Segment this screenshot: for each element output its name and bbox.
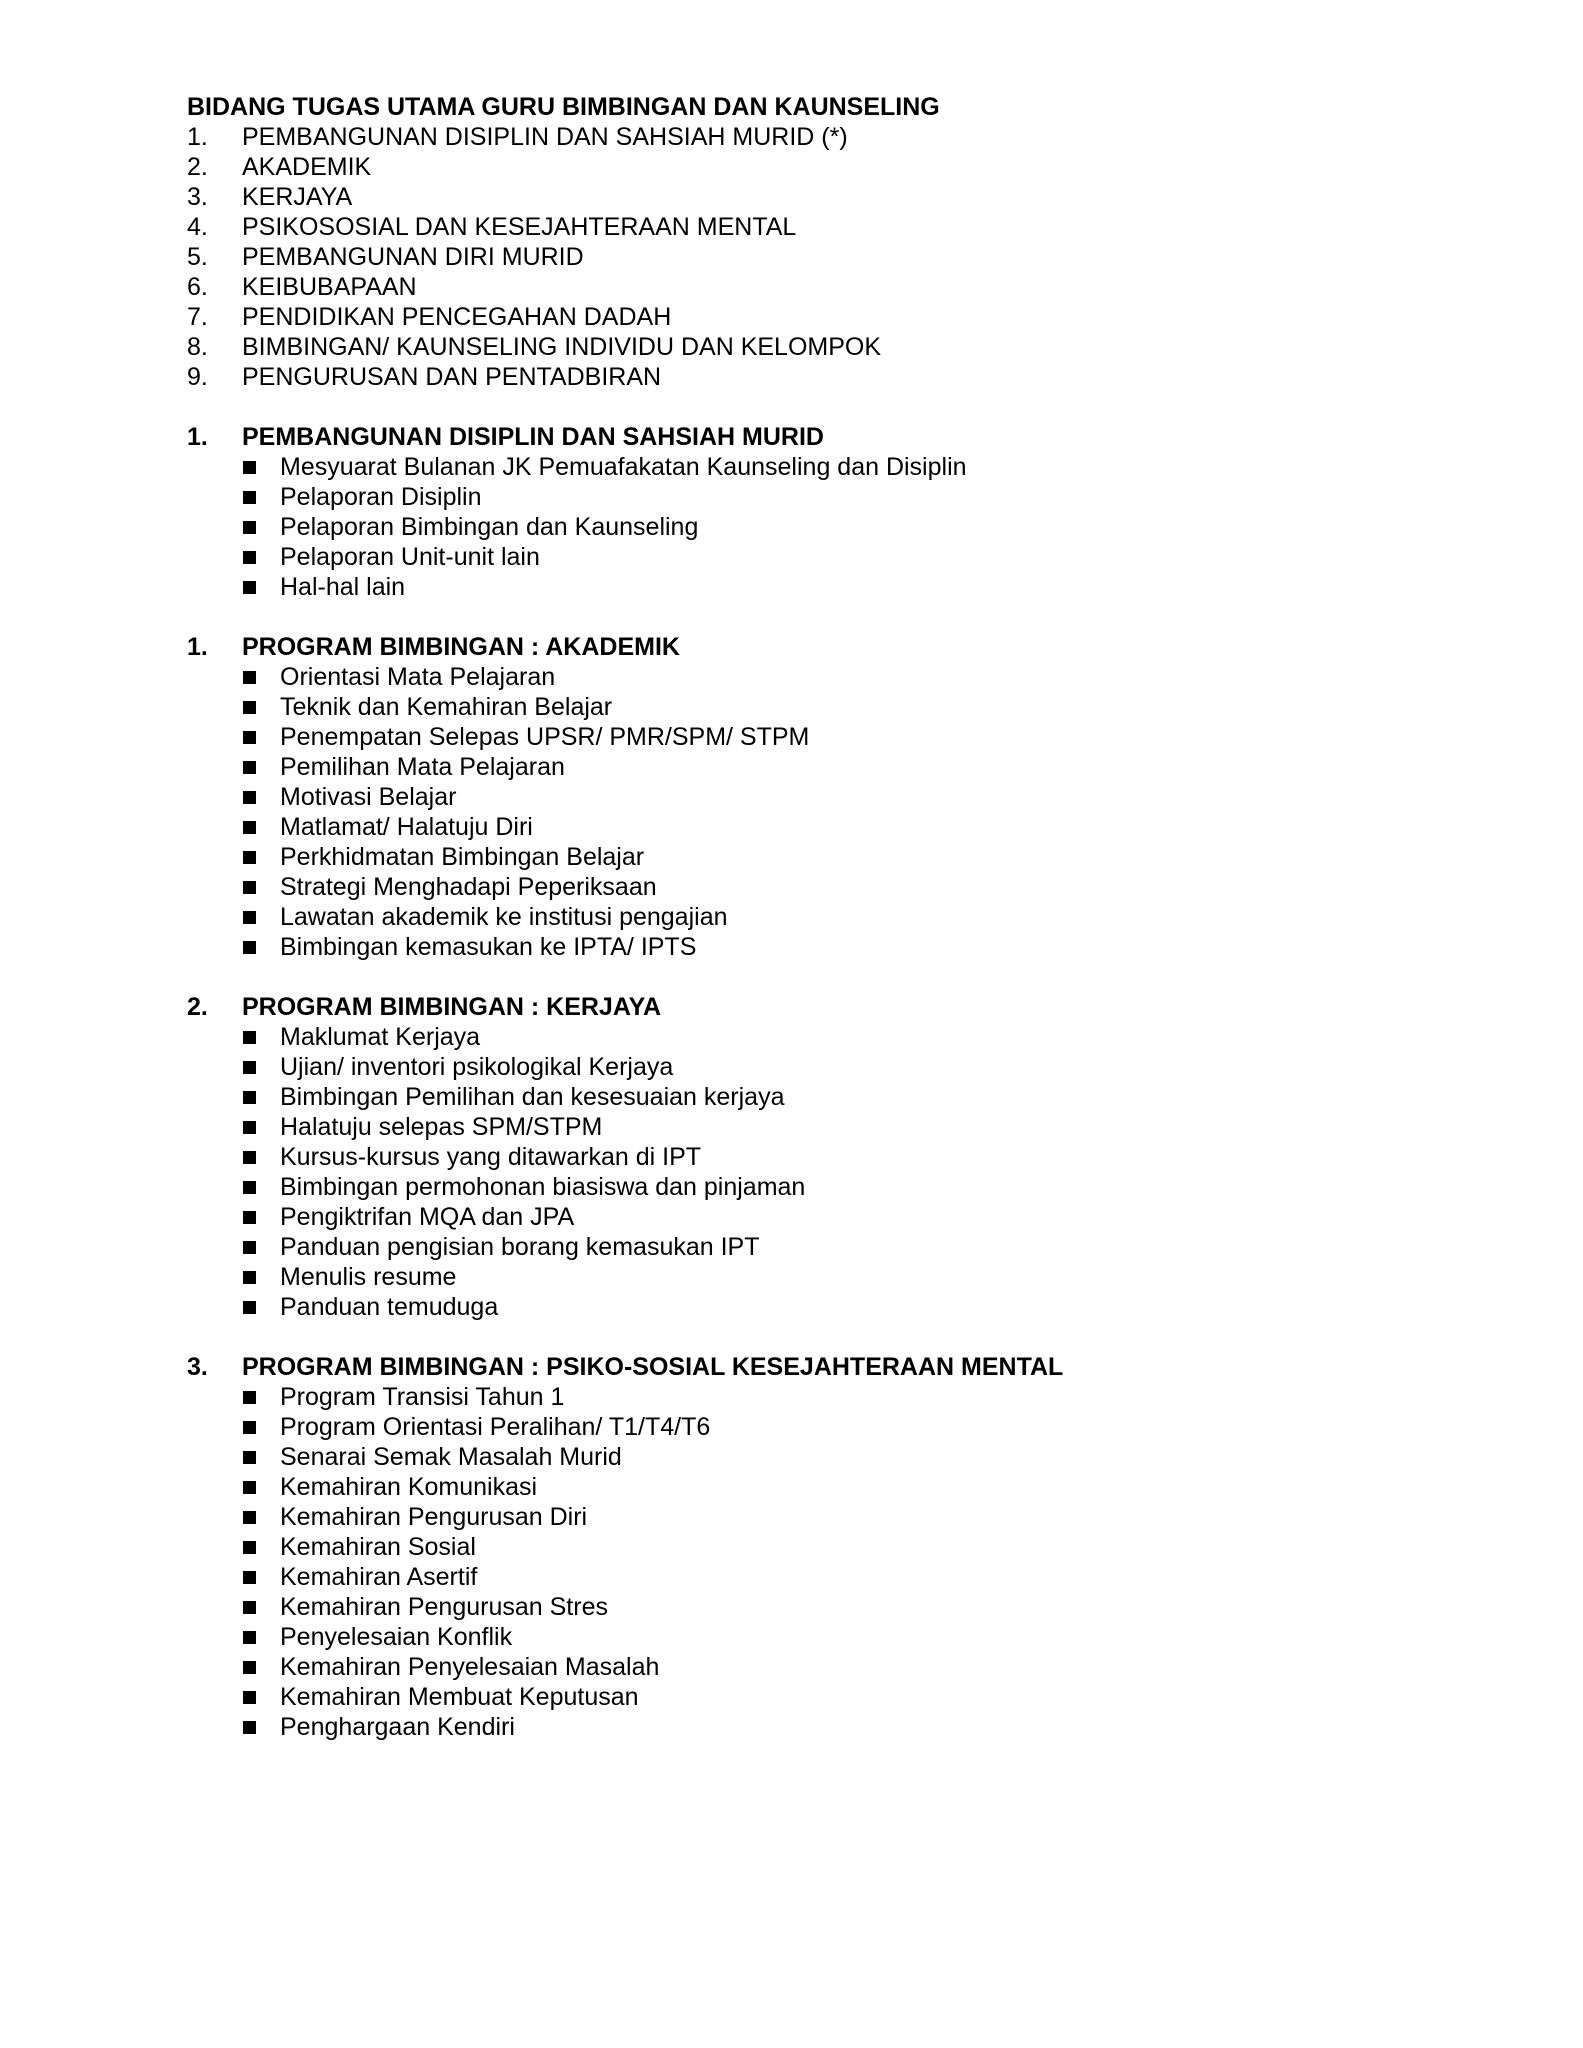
duty-item (187, 272, 1487, 302)
list-item-text: Kemahiran Asertif (280, 1563, 478, 1591)
list-item-text: Kursus-kursus yang ditawarkan di IPT (280, 1143, 702, 1171)
duty-item (187, 212, 1487, 242)
section-spacer (187, 962, 1487, 992)
duty-number: 7. (187, 303, 208, 331)
square-bullet-icon (243, 791, 256, 804)
section-heading-text: PROGRAM BIMBINGAN : AKADEMIK (242, 633, 680, 661)
list-item (243, 1292, 1487, 1322)
section-heading (187, 422, 1487, 452)
list-item-text: Pelaporan Unit-unit lain (280, 543, 540, 571)
duty-text: PENGURUSAN DAN PENTADBIRAN (242, 363, 662, 391)
duty-text: AKADEMIK (242, 153, 372, 181)
duty-item (187, 302, 1487, 332)
duty-item (187, 242, 1487, 272)
list-item-text: Strategi Menghadapi Peperiksaan (280, 873, 657, 901)
square-bullet-icon (243, 1271, 256, 1284)
duty-text: PEMBANGUNAN DIRI MURID (242, 243, 584, 271)
list-item (243, 932, 1487, 962)
square-bullet-icon (243, 1151, 256, 1164)
list-item-text: Halatuju selepas SPM/STPM (280, 1113, 603, 1141)
square-bullet-icon (243, 1631, 256, 1644)
program-section (187, 1352, 1487, 1742)
section-heading (187, 992, 1487, 1022)
square-bullet-icon (243, 761, 256, 774)
duty-number: 2. (187, 153, 208, 181)
bullet-list (187, 452, 1487, 602)
list-item-text: Pengiktrifan MQA dan JPA (280, 1203, 575, 1231)
duty-number: 8. (187, 333, 208, 361)
list-item (243, 1502, 1487, 1532)
square-bullet-icon (243, 731, 256, 744)
square-bullet-icon (243, 1691, 256, 1704)
sections-container (187, 392, 1487, 1742)
square-bullet-icon (243, 851, 256, 864)
square-bullet-icon (243, 701, 256, 714)
square-bullet-icon (243, 881, 256, 894)
list-item-text: Perkhidmatan Bimbingan Belajar (280, 843, 645, 871)
section-spacer (187, 392, 1487, 422)
square-bullet-icon (243, 1391, 256, 1404)
section-number: 3. (187, 1353, 208, 1381)
list-item (243, 1172, 1487, 1202)
square-bullet-icon (243, 491, 256, 504)
list-item (243, 1382, 1487, 1412)
section-heading-text: PEMBANGUNAN DISIPLIN DAN SAHSIAH MURID (242, 423, 824, 451)
duty-item (187, 122, 1487, 152)
list-item (243, 1652, 1487, 1682)
section-spacer (187, 1322, 1487, 1352)
list-item-text: Maklumat Kerjaya (280, 1023, 481, 1051)
list-item-text: Hal-hal lain (280, 573, 406, 601)
square-bullet-icon (243, 581, 256, 594)
list-item (243, 872, 1487, 902)
duty-text: PSIKOSOSIAL DAN KESEJAHTERAAN MENTAL (242, 213, 797, 241)
square-bullet-icon (243, 1511, 256, 1524)
list-item-text: Penyelesaian Konflik (280, 1623, 513, 1651)
list-item (243, 1682, 1487, 1712)
duty-text: KERJAYA (242, 183, 353, 211)
list-item (243, 812, 1487, 842)
square-bullet-icon (243, 551, 256, 564)
list-item (243, 1562, 1487, 1592)
section-number: 1. (187, 423, 208, 451)
list-item (243, 1622, 1487, 1652)
list-item (243, 572, 1487, 602)
list-item-text: Penghargaan Kendiri (280, 1713, 515, 1741)
duty-text: PENDIDIKAN PENCEGAHAN DADAH (242, 303, 672, 331)
square-bullet-icon (243, 1541, 256, 1554)
list-item-text: Panduan temuduga (280, 1293, 499, 1321)
square-bullet-icon (243, 1571, 256, 1584)
duty-text: BIMBINGAN/ KAUNSELING INDIVIDU DAN KELOMPOK (242, 333, 882, 361)
square-bullet-icon (243, 1481, 256, 1494)
square-bullet-icon (243, 461, 256, 474)
square-bullet-icon (243, 1421, 256, 1434)
list-item (243, 1442, 1487, 1472)
list-item-text: Mesyuarat Bulanan JK Pemuafakatan Kaunseling dan Disiplin (280, 453, 967, 481)
document-title: BIDANG TUGAS UTAMA GURU BIMBINGAN DAN KAUNSELING (187, 93, 940, 121)
square-bullet-icon (243, 1061, 256, 1074)
square-bullet-icon (243, 1241, 256, 1254)
duty-text: KEIBUBAPAAN (242, 273, 417, 301)
section-heading-text: PROGRAM BIMBINGAN : KERJAYA (242, 993, 662, 1021)
list-item-text: Motivasi Belajar (280, 783, 457, 811)
program-section (187, 992, 1487, 1322)
list-item-text: Matlamat/ Halatuju Diri (280, 813, 533, 841)
list-item-text: Pelaporan Bimbingan dan Kaunseling (280, 513, 699, 541)
list-item-text: Ujian/ inventori psikologikal Kerjaya (280, 1053, 674, 1081)
list-item (243, 1412, 1487, 1442)
list-item-text: Kemahiran Penyelesaian Masalah (280, 1653, 660, 1681)
duty-text: PEMBANGUNAN DISIPLIN DAN SAHSIAH MURID (*) (242, 123, 848, 151)
list-item (243, 1532, 1487, 1562)
section-number: 1. (187, 633, 208, 661)
list-item-text: Kemahiran Pengurusan Stres (280, 1593, 608, 1621)
square-bullet-icon (243, 1211, 256, 1224)
section-number: 2. (187, 993, 208, 1021)
duty-list (187, 122, 1487, 392)
list-item (243, 1112, 1487, 1142)
square-bullet-icon (243, 1721, 256, 1734)
document-page (187, 92, 1487, 1742)
list-item (243, 902, 1487, 932)
list-item (243, 482, 1487, 512)
bullet-list (187, 662, 1487, 962)
list-item-text: Penempatan Selepas UPSR/ PMR/SPM/ STPM (280, 723, 810, 751)
list-item (243, 452, 1487, 482)
square-bullet-icon (243, 671, 256, 684)
duty-item (187, 182, 1487, 212)
list-item (243, 1052, 1487, 1082)
list-item (243, 782, 1487, 812)
list-item (243, 752, 1487, 782)
list-item-text: Kemahiran Sosial (280, 1533, 476, 1561)
square-bullet-icon (243, 941, 256, 954)
list-item (243, 692, 1487, 722)
list-item-text: Bimbingan kemasukan ke IPTA/ IPTS (280, 933, 697, 961)
section-heading (187, 1352, 1487, 1382)
section-heading (187, 632, 1487, 662)
list-item (243, 542, 1487, 572)
duty-number: 4. (187, 213, 208, 241)
list-item-text: Bimbingan Pemilihan dan kesesuaian kerjaya (280, 1083, 785, 1111)
list-item-text: Kemahiran Pengurusan Diri (280, 1503, 588, 1531)
duty-number: 6. (187, 273, 208, 301)
section-spacer (187, 602, 1487, 632)
list-item (243, 1202, 1487, 1232)
duty-item (187, 332, 1487, 362)
list-item-text: Panduan pengisian borang kemasukan IPT (280, 1233, 760, 1261)
list-item-text: Menulis resume (280, 1263, 457, 1291)
list-item (243, 1022, 1487, 1052)
duty-number: 1. (187, 123, 208, 151)
square-bullet-icon (243, 521, 256, 534)
list-item-text: Teknik dan Kemahiran Belajar (280, 693, 613, 721)
square-bullet-icon (243, 1031, 256, 1044)
section-heading-text: PROGRAM BIMBINGAN : PSIKO-SOSIAL KESEJAHTERAAN MENTAL (242, 1353, 1064, 1381)
square-bullet-icon (243, 1091, 256, 1104)
program-section (187, 632, 1487, 962)
list-item-text: Kemahiran Komunikasi (280, 1473, 538, 1501)
square-bullet-icon (243, 1181, 256, 1194)
list-item (243, 1472, 1487, 1502)
square-bullet-icon (243, 1121, 256, 1134)
list-item-text: Bimbingan permohonan biasiswa dan pinjaman (280, 1173, 806, 1201)
list-item (243, 1082, 1487, 1112)
duty-number: 5. (187, 243, 208, 271)
list-item (243, 512, 1487, 542)
list-item-text: Program Transisi Tahun 1 (280, 1383, 565, 1411)
program-section (187, 422, 1487, 602)
list-item-text: Program Orientasi Peralihan/ T1/T4/T6 (280, 1413, 711, 1441)
square-bullet-icon (243, 1301, 256, 1314)
list-item-text: Orientasi Mata Pelajaran (280, 663, 556, 691)
list-item (243, 662, 1487, 692)
square-bullet-icon (243, 911, 256, 924)
bullet-list (187, 1382, 1487, 1742)
list-item-text: Senarai Semak Masalah Murid (280, 1443, 622, 1471)
list-item (243, 1592, 1487, 1622)
duty-item (187, 152, 1487, 182)
list-item-text: Kemahiran Membuat Keputusan (280, 1683, 639, 1711)
list-item (243, 1712, 1487, 1742)
list-item (243, 1142, 1487, 1172)
list-item (243, 1262, 1487, 1292)
list-item-text: Lawatan akademik ke institusi pengajian (280, 903, 728, 931)
square-bullet-icon (243, 821, 256, 834)
duty-number: 9. (187, 363, 208, 391)
list-item (243, 722, 1487, 752)
square-bullet-icon (243, 1451, 256, 1464)
list-item-text: Pemilihan Mata Pelajaran (280, 753, 565, 781)
list-item-text: Pelaporan Disiplin (280, 483, 482, 511)
bullet-list (187, 1022, 1487, 1322)
duty-number: 3. (187, 183, 208, 211)
list-item (243, 1232, 1487, 1262)
duty-item (187, 362, 1487, 392)
square-bullet-icon (243, 1661, 256, 1674)
list-item (243, 842, 1487, 872)
square-bullet-icon (243, 1601, 256, 1614)
